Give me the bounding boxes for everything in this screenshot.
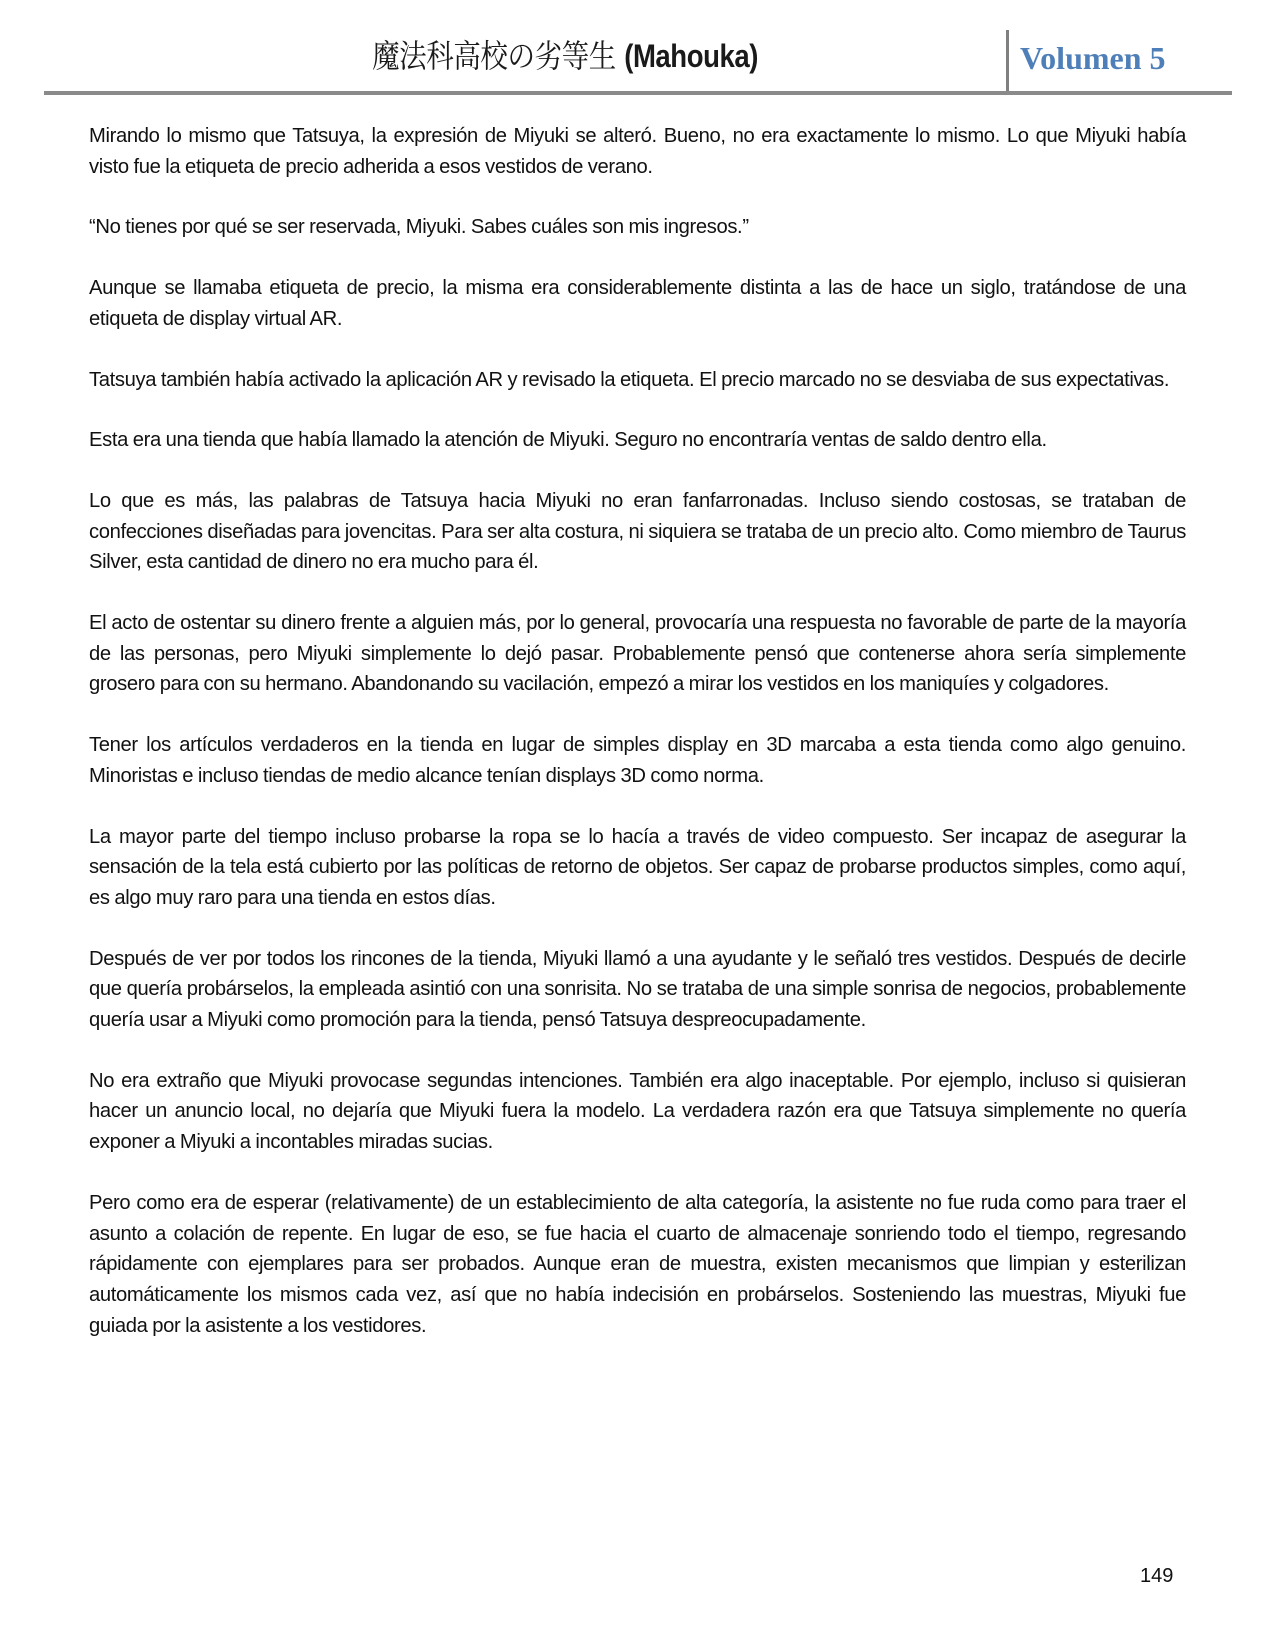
- paragraph: Aunque se llamaba etiqueta de precio, la misma era considerablemente distinta a las de hace un siglo, tratándose de una etiqueta de display virtual AR.: [89, 277, 1186, 330]
- paragraph: Mirando lo mismo que Tatsuya, la expresión de Miyuki se alteró. Bueno, no era exactamente lo mismo. Lo que Miyuki había visto fue la etiqueta de precio adherida a esos vestidos de verano.: [89, 125, 1186, 178]
- paragraph: Lo que es más, las palabras de Tatsuya hacia Miyuki no eran fanfarronadas. Incluso siendo costosas, se trataban de confecciones diseñadas para jovencitas. Para ser alta costura, ni siquiera se trataba de un precio alto. Como miembro de Taurus Silver, esta cantidad de dinero no era mucho para él.: [89, 489, 1186, 574]
- page-number: 149: [1140, 1565, 1174, 1587]
- paragraph: “No tienes por qué se ser reservada, Miyuki. Sabes cuáles son mis ingresos.”: [89, 216, 749, 239]
- paragraph: Tener los artículos verdaderos en la tienda en lugar de simples display en 3D marcaba a esta tienda como algo genuino. Minoristas e incluso tiendas de medio alcance tenían displays 3D como norma.: [89, 734, 1186, 787]
- paragraph: Después de ver por todos los rincones de la tienda, Miyuki llamó a una ayudante y le señaló tres vestidos. Después de decirle que quería probárselos, la empleada asintió con una sonrisita. No se trataba de una simple sonrisa de negocios, probablemente quería usar a Miyuki como promoción para la tienda, pensó Tatsuya despreocupadamente.: [89, 947, 1186, 1032]
- header-rule: [44, 91, 1232, 95]
- page-header: [0, 0, 1275, 100]
- book-title: [208, 36, 922, 76]
- paragraph: El acto de ostentar su dinero frente a alguien más, por lo general, provocaría una respuesta no favorable de parte de la mayoría de las personas, pero Miyuki simplemente lo dejó pasar. Probablemente pensó que contenerse ahora sería simplemente grosero para con su hermano. Abandonando su vacilación, empezó a mirar los vestidos en los maniquíes y colgadores.: [89, 612, 1186, 696]
- paragraph: Esta era una tienda que había llamado la atención de Miyuki. Seguro no encontraría ventas de saldo dentro ella.: [89, 429, 1047, 452]
- volume-label: Volumen 5: [1020, 40, 1166, 76]
- book-title-japanese: 魔法科高校の劣等生: [372, 37, 625, 75]
- paragraph: No era extraño que Miyuki provocase segundas intenciones. También era algo inaceptable. Por ejemplo, incluso si quisieran hacer un anuncio local, no dejaría que Miyuki fuera la modelo. La verdadera razón era que Tatsuya simplemente no quería exponer a Miyuki a incontables miradas sucias.: [89, 1069, 1186, 1154]
- page-body: [89, 121, 1186, 1371]
- paragraph: La mayor parte del tiempo incluso probarse la ropa se lo hacía a través de video compuesto. Ser incapaz de asegurar la sensación de la tela está cubierto por las políticas de retorno de objetos. Ser capaz de probarse productos simples, como aquí, es algo muy raro para una tienda en estos días.: [89, 825, 1186, 909]
- header-vertical-divider: [1006, 30, 1009, 94]
- book-title-romaji: (Mahouka): [624, 38, 758, 74]
- paragraph: Tatsuya también había activado la aplicación AR y revisado la etiqueta. El precio marcado no se desviaba de sus expectativas.: [89, 368, 1170, 391]
- paragraph: Pero como era de esperar (relativamente) de un establecimiento de alta categoría, la asistente no fue ruda como para traer el asunto a colación de repente. En lugar de eso, se fue hacia el cuarto de almacenaje sonriendo todo el tiempo, regresando rápidamente con ejemplares para ser probados. Aunque eran de muestra, existen mecanismos que limpian y esterilizan automáticamente los mismos cada vez, así que no había indecisión en probárselos. Sosteniendo las muestras, Miyuki fue guiada por la asistente a los vestidores.: [89, 1191, 1186, 1337]
